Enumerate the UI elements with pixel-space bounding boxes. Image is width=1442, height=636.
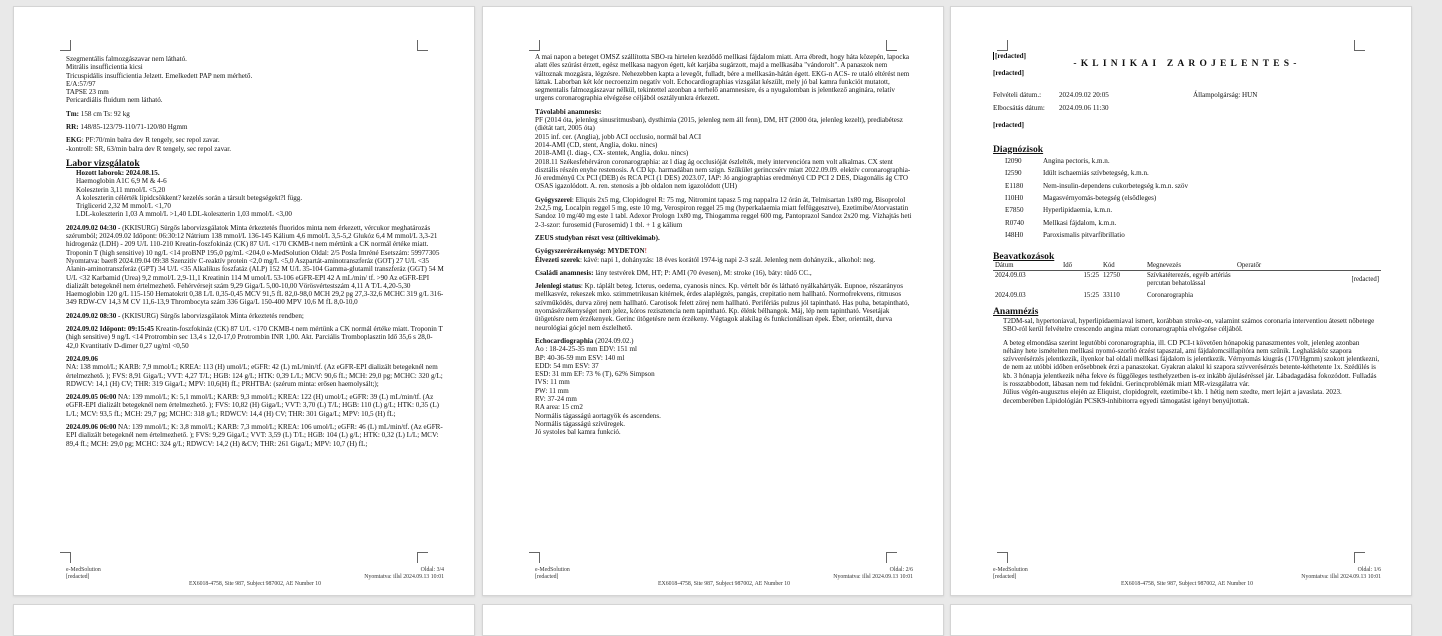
echo-title: Echocardiographia (535, 336, 594, 345)
diagnosis-code: I10H0 (1005, 194, 1024, 202)
elvezeti-text: : kávé: napi 1, dohányzás: 18 éves korától 1974-ig napi 2-3 szál. Jelenleg nem dohányzik., alkohol: neg. (579, 255, 876, 264)
column-header: Idő (1061, 262, 1101, 271)
elvezeti-label: Élvezeti szerek (535, 255, 580, 264)
events-text: 2018.11 Székesfehérváron coronarographia: az l diag ág occlusióját észlelték, mely intervencióra nem volt alkalmas. CX stent disztális részén enyhe restenosis. A CD kp. harmadában nem szign. Szűkület gerinccsérv miatt 2022.09.09. elektív coronarographia-Jó eredményű Cx PCI (DEB) és RCA PCI (1 DES) 2023.07, IAP: Jó angiographias eredményű CD PCI 2 DES, Diagonális ág CTO OSAS igazolódott. A. ren. stenosis a jbb oldalon nem igazolódott (UH) (535, 157, 911, 191)
crop-mark (529, 40, 540, 51)
diagnosis-row (993, 204, 1381, 216)
ekg-value: : PF:70/min balra dev R tengely, sec repol zavar. (81, 136, 220, 145)
diagnosis-text: Angina pectoris, k.m.n. (1043, 156, 1110, 165)
anamnesis-heading: Anamnézis (993, 305, 1039, 317)
diagnosis-row (993, 229, 1381, 241)
document-page-right (950, 6, 1412, 596)
document-title: -KLINIKAI ZAROJELENTES- (1073, 59, 1301, 70)
tm-label: Tm: (66, 109, 80, 118)
procedure-code: 33110 (1103, 291, 1120, 299)
discharge-label: Elbocsátás dátum: (993, 104, 1045, 113)
crop-mark (529, 552, 540, 563)
procedures-table (993, 262, 1381, 301)
footer-app: e-MedSolution (993, 567, 1028, 573)
lab-date: 2024.09.05 06:00 (66, 393, 117, 402)
echo-line: BP: 40-36-59 mm ESV: 140 ml (535, 353, 625, 362)
diagnosis-code: I48H0 (1005, 231, 1024, 240)
discharge-date: 2024.09.06 11:30 (1059, 104, 1109, 113)
gyogyszerei-label: Gyógyszerei (535, 195, 572, 204)
footer-page-number: Oldal: 1/6 (1357, 567, 1381, 573)
diagnoses-list (993, 155, 1381, 242)
page-content (66, 55, 444, 448)
crop-mark (1354, 552, 1365, 563)
footer-page-number: Oldal: 3/4 (420, 567, 444, 573)
lab-block (66, 224, 444, 307)
lab-text: NA: 138 mmol/L; KARB: 7,9 mmol/L; KREA: 113 (H) umol/L; eGFR: 42 (L) mL/min/tf. (Az eGFR-EPI dializált betegeknél nem értelmezhető. ); FVS: 8,91 Giga/L; VVT: 4,27 T/L; HGB: 124 g/L; HTK: 0,39 L/L; MCV: 90,6 fL; MCH: 29,0 pg; MCHC: 320 g/L; RDWCV: 14,1 (H) CV; THR: 319 Giga/L; MPV: 10,6(H) fL; PRHTBA: (szérum minta: erősen haemolysált;); (66, 363, 443, 388)
diagnosis-code: I2590 (1005, 169, 1022, 178)
column-header: Operatőr (1235, 262, 1381, 271)
allergia-mark: ! (644, 247, 647, 256)
footer-page-number: Oldal: 2/6 (889, 567, 913, 573)
gyogyszerei-block (535, 196, 913, 229)
csaladi-block (535, 269, 913, 277)
jelenlegi-text: : Kp. táplált beteg. Icterus, oedema, cyanosis nincs. Kp. vértelt bőr és látható nyálkahártyák. Eupnoe, részarányos mellkasvéz, rekeszek mko. szimmetrikusan kitérnek, érdes alaplégzés, pangás, crepitatio nem hallható. Normofrekvens, ritmusos szívműködés, durva zörej nem hallható. Carotisok felett zörej nem hallható. Perifériás pulzus jól tapintható. Has puha, betapintható, nyomásérzékenységet nem jelez, kóros rezisztencia nem tapintható. Kp. élénk bélhangok. Máj, lép nem tapintható. Vesetájak ütögetésre nem érzékenyek. Gerinc ütögetésre nem érzékeny. Végtagok alakilag és funkcionálisan épek. Éber, orientált, durva neurológiai gócjel nem észlelhető. (535, 282, 910, 332)
diagnosis-code: I2090 (1005, 156, 1022, 165)
procedure-operator (1235, 289, 1381, 301)
diagnosis-row (993, 167, 1381, 179)
table-header-row (993, 262, 1381, 271)
redacted-block: [redacted] (993, 68, 1024, 77)
procedure-name: Szívkatéterezés, egyéb artériás percutan behatolással (1147, 271, 1231, 287)
rr-label: RR: (66, 123, 79, 132)
lab-block (66, 325, 444, 350)
footer-study-id: EX6018-4758, Site 987, Subject 987002, AE Number 10 (1120, 581, 1254, 587)
echo-line: Normális tágasságú aortagyök és ascendens. (535, 411, 661, 420)
hozott-line: Haemoglobin A1C 6,9 M & 4-6 (76, 177, 167, 186)
page-footer (535, 567, 913, 588)
ekg-line (66, 136, 444, 144)
tavolabbi-text: PF (2014 óta, jelenleg sinusritmusban), dysthimia (2015, jelenleg nem áll fenn), DM, HT (2000 óta, jelenleg kezelt), prediabétesz (diétát tart, 2005 óta) (535, 116, 903, 133)
jelenlegi-block (535, 282, 913, 332)
diagnosis-text: Paroxismalis pitvarfibrillatio (1043, 231, 1125, 240)
echo-line: ESD: 31 mm EF: 73 % (T), 62% Simpson (535, 370, 655, 379)
echo-heading (535, 337, 913, 345)
lab-text: NA: 139 mmol/L; K: 5,1 mmol/L; KARB: 9,3 mmol/L; KREA: 122 (H) umol/L; eGFR: 39 (L) mL/min/tf. (Az eGFR-EPI dializált betegeknél nem értelmezhető. ); FVS: 10,82 (H) Giga/L; VVT: 3,70 (L) T/L; HGB: 110 (L) g/L; HTK: 0,35 (L) L/L; MCV: 93,5 fL; MCH: 29,7 pg; MCHC: 318 g/L; RDWCV: 14,4 (H) CV; THR: 301 Giga/L; MPV: 10,5 (H) fL; (66, 393, 440, 418)
procedure-time: 15:25 (1083, 291, 1099, 299)
procedure-date: 2024.09.03 (995, 271, 1026, 279)
echo-line: TAPSE 23 mm (66, 88, 109, 97)
echo-line: Normális tágasságú szívüregek. (535, 419, 626, 428)
lab-block (66, 312, 444, 320)
document-page-next (950, 604, 1412, 636)
footer-print-date: Nyomtatva: illsl 2024.09.13 10:01 (364, 574, 444, 580)
column-header: Megnevezés (1145, 262, 1235, 271)
footer-app: e-MedSolution (66, 567, 101, 573)
lab-text: NA: 139 mmol/L; K: 3,8 mmol/L; KARB: 7,3 mmol/L; KREA: 106 umol/L; eGFR: 46 (L) mL/min/tf. (Az eGFR-EPI dializált betegeknél nem értelmezhető. ); FVS: 9,29 Giga/L; VVT: 3,59 (L) T/L; HGB: 104 (L) g/L; HTK: 0,32 (L) L/L; MCV: 89,4 fL; MCH: 29,0 pg; MCHC: 324 g/L; RDWCV: 14,2 (H) &CV; THR: 261 Giga/L; MPV: 10,7 (H) fL; (66, 422, 443, 448)
procedure-name: Coronarographia (1147, 291, 1194, 299)
echo-date: (2024.09.02.) (595, 336, 634, 345)
lab-date: 2024.09.06 06:00 (66, 422, 117, 431)
lab-date: 2024.09.02 08:30 (66, 311, 117, 320)
lab-text: - (KKISURG) Sürgős laborvizsgálatok Minta érkeztetés rendben; (116, 311, 304, 320)
page-footer (993, 567, 1381, 588)
footer-print-date: Nyomtatva: illsl 2024.09.13 10:01 (1301, 574, 1381, 580)
diagnoses-heading: Diagnózisok (993, 143, 1044, 155)
diagnosis-code: R0740 (1005, 218, 1024, 227)
page-content (993, 52, 1381, 405)
crop-mark (417, 552, 428, 563)
diagnosis-row (993, 180, 1381, 192)
echo-line: E/A:57/97 (66, 79, 96, 88)
citizenship: Állampolgárság: HUN (1193, 90, 1258, 99)
echo-line: Jó systoles bal kamra funkció. (535, 428, 621, 437)
crop-mark (886, 552, 897, 563)
discharge-row (993, 104, 1381, 112)
hozott-line: LDL-koleszterin 1,03 A mmol/L >1,40 LDL-koleszterin 1,03 mmol/L <3,00 (76, 210, 292, 219)
diagnosis-row (993, 217, 1381, 229)
diagnosis-code: E1180 (1005, 181, 1024, 190)
document-page-left (13, 6, 475, 596)
procedure-time: 15:25 (1083, 271, 1099, 279)
anamnesis-paragraph: A beteg elmondása szerint legutóbbi coronarographia, ill. CD PCI-t követően hónapokig panaszmentes volt, jelenleg azonban néhány hete ismételten mellkasi nyomó-szorító érzést tapasztal, ami fájdalomcsillapítóra nem szűnik. Leghalásköz szapora szívverésérzés jelentkezik, ilyenkor bal oldali mellkasi fájdalom is jelentkezik. Vérnyomás kiugrás (170/Hgmm) szokott jelentkezni, de nem az utóbbi időben erősebbnek érzi a panaszokat. Gyakran alakul ki szapora szívverésérzés betente-kéthetente 1x. Szédülés is kb. 3 hónapja jelentkezik néha fekve és függőleges testhelyzetben is-ez inkább ájuláséréssel jár. Lábadagadása fokozódott. Fulladás is rosszabbodott, lábasan nem tud feküdni. Gerincproblémák miatt MR-vizsgálatra vár. (1003, 338, 1380, 388)
crop-mark (417, 40, 428, 51)
hozott-line: A koleszterin célérték lipidcsökkent? kezelés során a társult betegségekt?l függ. (76, 193, 303, 202)
table-row (993, 270, 1381, 289)
echo-line: RV: 37-24 mm (535, 394, 577, 403)
echo-line: EDD: 54 mm ESV: 37 (535, 361, 599, 370)
intro-paragraph: A mai napon a beteget OMSZ szállította SBO-ra hirtelen kezdődő mellkasi fájdalom miatt. Arra ébredt, hogy háta közepén, lapocka alatt éles szúrást érzett, egész mellkasa nagyon égett, két karjába sugárzott, majd a mellkasába "vándorolt". A panaszok nem változnak mozgásra, légzésre. Nehezebben kapta a levegőt, fulladt, bére a mellkasán-hátán égett. EKG-n ACS- re utaló eltérést nem láttak. Laborban két kór necroenzim negatív volt. Echocardiographias vizsgálat készült, mely jó bal kamra funkciót mutatott, segmentalis falmozgászavar nélkül, tekintettel azonban a terhelő anamnesisre, és a nyugalomban is jelentkező anginára, relatív urgens coronarographia elvégzése céljából osztályunkra érkezett. (535, 53, 910, 103)
footer-study-id: EX6018-4758, Site 987, Subject 987002, AE Number 10 (188, 581, 322, 587)
column-header: Kód (1101, 262, 1145, 271)
rr-value: 148/85-123/79-110/71-120/80 Hgmm (80, 123, 188, 132)
footer-study-id: EX6018-4758, Site 987, Subject 987002, AE Number 10 (657, 581, 791, 587)
anamnesis-paragraph: T2DM-sal, hypertoniaval, hyperlipidaemiaval ismert, korábban stroke-on, valamint számos coronaria interventiou átesett nőbetege SBO-ról kerül felvételre crescendo angina miatt coronarographia elvégzése céljából. (1003, 316, 1375, 334)
echo-line: RA area: 15 cm2 (535, 403, 583, 412)
rr-line (66, 123, 444, 131)
diagnosis-text: Hyperlipidaemia, k.m.n. (1043, 206, 1113, 215)
page-content (535, 53, 913, 436)
tavolabbi-heading: Távolabbi anamnesis: (535, 107, 602, 116)
lab-date: 2024.09.06 (66, 354, 98, 363)
procedure-operator: [redacted] (1351, 275, 1379, 283)
diagnosis-text: Nem-insulin-dependens cukorbetegség k.m.n. szöv (1043, 181, 1188, 190)
allergia-label: Gyógyszerérzékenység: MYDETON (535, 247, 645, 256)
lab-date: 2024.09.02 04:30 (66, 223, 117, 232)
echo-line: IVS: 11 mm (535, 378, 570, 387)
event-line: 2014-AMI (CD, stent, Anglia, doku. nincs) (535, 140, 658, 149)
footer-print-date: Nyomtatva: illsl 2024.09.13 10:01 (833, 574, 913, 580)
lab-date: 2024.09.02 Időpont: 09:15:45 (66, 325, 154, 334)
labor-heading: Labor vizsgálatok (66, 157, 140, 169)
footer-redacted: [redacted] (66, 574, 90, 580)
jelenlegi-label: Jelenlegi status (535, 282, 581, 291)
tm-line (66, 110, 444, 118)
hozott-line: Koleszterin 3,11 mmol/L <5,20 (76, 185, 166, 194)
echo-line: Mitrális insufficientia kicsi (66, 63, 143, 72)
crop-mark (997, 40, 1008, 51)
document-page-middle (482, 6, 944, 596)
event-line: 2015 inf. cer. (Anglia), jobb ACI occlusio, normál bal ACI (535, 132, 702, 141)
csaladi-text: lány testvérek DM, HT; P: AMI (70 évesen), M: stroke (16), báty: tüdő CC., (593, 268, 812, 277)
echo-line: Ao : 18-24-25-35 mm EDV: 151 ml (535, 345, 637, 354)
document-page-next (482, 604, 944, 636)
crop-mark (886, 40, 897, 51)
table-row (993, 289, 1381, 301)
diagnosis-text: Magasvérnyomás-betegség (elsődleges) (1043, 194, 1157, 202)
echo-line: Pericardiális fluidum nem látható. (66, 96, 163, 105)
page-footer (66, 567, 444, 588)
column-header: Dátum (993, 262, 1061, 271)
echo-line: Tricuspidális insufficientia Jelzett. Emelkedett PAP nem mérhető. (66, 71, 253, 80)
crop-mark (60, 40, 71, 51)
allergia-line (535, 247, 913, 255)
anamnesis-paragraph: Július végén-augusztus elején az Eliquist, clopidogrelt, ezetimibe-t kb. 1 hétig nem szedte, mert lejárt a javaslata. 2023. decemberében Lipidológián PCSK9-inhibitorra egyedi támogatást igényt benyújtottak. (1003, 388, 1342, 405)
footer-redacted: [redacted] (535, 574, 559, 580)
diagnosis-code: E7850 (1005, 206, 1024, 215)
ekg-control: -kontroll: SR, 63/min balra dev R tengely, sec repol zavar. (66, 144, 232, 153)
diagnosis-row (993, 155, 1381, 167)
procedure-code: 12750 (1103, 271, 1120, 279)
redacted-block: [redacted] (993, 121, 1024, 130)
document-page-next (13, 604, 475, 636)
diagnosis-text: Mellkasi fájdalom, k.m.n. (1043, 218, 1117, 227)
gyogyszerei-text: : Eliquis 2x5 mg, Clopidogrel R: 75 mg, Nitromint tapasz 5 mg nappalra 12 órán át, Telmisartan 1x80 mg, Bisoprolol 2x2,5 mg, Localpin reggel 5 mg, este 10 mg, Verospiron reggel 25 mg (hyperkalaemia miatt felfüggesztve), Ezetimibe/Atorvastatin Sandoz 10 mg/40 mg este 1 tabl. Adexor Prologn 1x80 mg, Thiogamma reggel 600 mg, Pantoprazol Sandoz 2x20 mg. Vízhajtás heti 2-3-szor: furosemid (Furosemid) 1 tbl. + 1 g kálium (535, 195, 912, 229)
echo-line: PW: 11 mm (535, 386, 569, 395)
admission-row (993, 91, 1381, 99)
diagnosis-text: Idült ischaemiás szívbetegség, k.m.n. (1043, 169, 1149, 178)
echo-line: Szegmentális falmozgászavar nem látható. (66, 55, 187, 63)
diagnosis-row (993, 192, 1381, 204)
csaladi-label: Családi anamnesis: (535, 268, 594, 277)
lab-block (66, 393, 444, 418)
hozott-heading: Hozott laborok: 2024.08.15. (76, 168, 160, 177)
event-line: 2018-AMI (l. diag-, CX- stentek, Anglia, doku. nincs) (535, 149, 689, 158)
footer-app: e-MedSolution (535, 567, 570, 573)
admission-date: 2024.09.02 20:05 (1059, 90, 1109, 99)
lab-block (66, 423, 444, 448)
zeus-line: ZEUS studyban részt vesz (ziltivekimab). (535, 233, 660, 242)
procedure-date: 2024.09.03 (995, 291, 1026, 299)
hozott-line: Triglicerid 2,32 M mmol/L <1,70 (76, 202, 171, 211)
elvezeti-block (535, 256, 913, 264)
lab-text: Kreatin-foszfokináz (CK) 87 U/L <170 CKMB-t nem mértünk a CK normál értéke miatt. Troponin T (high sensitive) 9 ng/L <14 Protrombin sec 13,4 s 12,0-17,0 Protrombin INR 1,00. Akt. Parciális Tromboplasztin Idő 35,6 s 28,0-42,0 Kvantitatív D-dimer 0,27 ug/ml <0,50 (66, 325, 443, 350)
admission-label: Felvételi dátum.: (993, 90, 1042, 99)
procedures-heading: Beavatkozások (993, 250, 1055, 262)
lab-text: - (KKISURG) Sürgős laborvizsgálatok Mintа érkeztetés fluoridos minta nem érkezett, vércukor meghatározás szérumból; 2024.09.02 Időpont: 06:30:12 Nátrium 138 mmol/L 136-145 Kálium 4,6 mmol/L 3,5-5,2 Glukóz 6,4 M mmol/L 3,3-21 hidrogenáz (LDH) - 209 U/L 110-210 Kreatin-foszfokináz (CK) 87 U/L <170 CKMB-t nem mértünk a CK normál értéke miatt. Troponin T (high sensitive) 10 ng/L <14 proBNP 195,0 pg/mL <204,0 e-MedSolution Oldal: 2/5 Posla Imréné Esetszám: 59977305 Nyomtatva: baer8 2024.09.04 09:38 Szenzitív C-reaktív protein <2,0 mg/L <5,0 Aszpartát-aminotranszferáz (GOT) 27 U/L <35 Alanin-aminotranszferáz (GPT) 34 U/L <35 Alkalikus foszfatáz (ALP) 152 M U/L 35-104 Gamma-glutamil transzferáz (GGT) 54 M U/L <32 Karbamid (Urea) 9,2 mmol/L 2,9-11,1 Kreatinin 114 M umol/L 53-106 eGFR-EPI 42 A mL/min/ tf. >90 Az eGFR-EPI dializált betegeknél nem értelmezhető. Fehérvérsejt szám 9,29 Giga/L 5,00-10,00 Vörösvértestszám 4,11 A T/L 4,20-5,30 Haemoglobin 120 g/L 115-150 Hematokrit 0,38 L/L 0,35-0,45 MCV 91,5 fL 82,0-98,0 MCH 29,2 pg 27,3-32,6 MCHC 319 g/L 316-349 RDW-CV 14,3 M CV 11,6-13,9 Thrombocyta szám 336 Giga/L 150-400 MPV 10,6 M fL 8,0-10,0 (66, 223, 444, 307)
footer-redacted: [redacted] (993, 574, 1017, 580)
tm-value: 158 cm Ts: 92 kg (80, 109, 130, 118)
crop-mark (1354, 40, 1365, 51)
ekg-label: EKG (66, 136, 82, 145)
redacted-header: [redacted] (993, 52, 1381, 60)
crop-mark (60, 552, 71, 563)
crop-mark (997, 552, 1008, 563)
